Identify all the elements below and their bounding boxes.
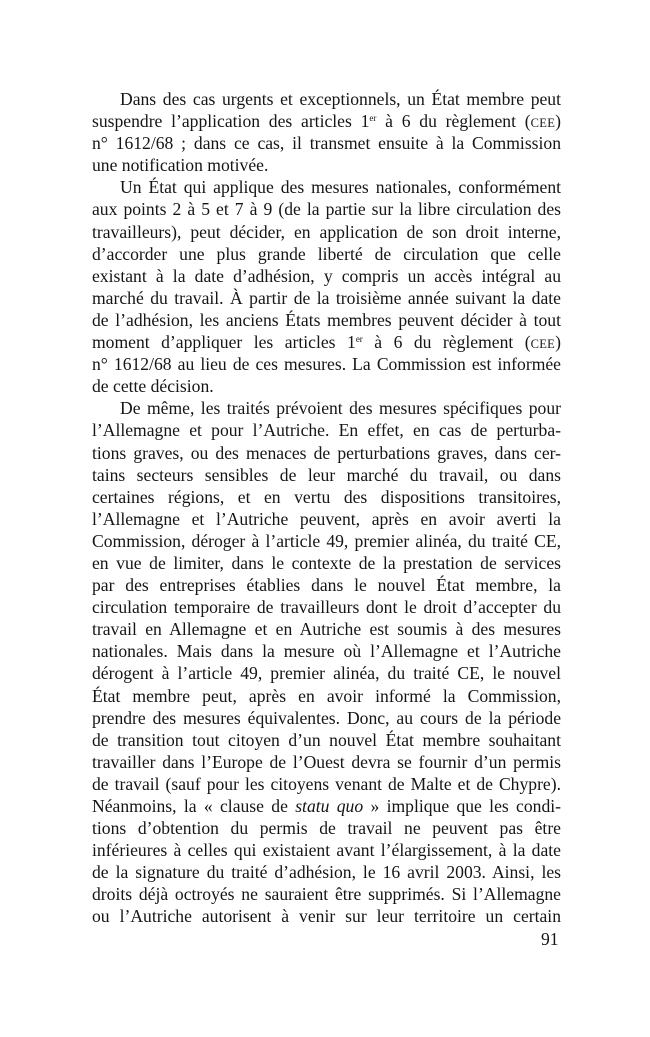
text-line: ou l’Autriche autorisent à venir sur leur territoire un certain [92, 906, 561, 927]
text-line: tions graves, ou des menaces de perturbations graves, dans cer- [92, 442, 561, 463]
text-line: marché du travail. À partir de la troisième année suivant la date [92, 287, 561, 308]
document-body [92, 88, 561, 928]
text-line: n° 1612/68 ; dans ce cas, il transmet ensuite à la Commission [92, 133, 561, 154]
text-line: de travail (sauf pour les citoyens venant de Malte et de Chypre). [92, 773, 561, 794]
text-line: de cette décision. [92, 376, 214, 397]
text-line: Un État qui applique des mesures nationales, conformément [120, 177, 561, 198]
text-line: circulation temporaire de travailleurs dont le droit d’accepter du [92, 597, 561, 618]
text-line: tions d’obtention du permis de travail ne peuvent pas être [92, 818, 561, 839]
text-line: inférieures à celles qui existaient avant l’élargissement, à la date [92, 840, 561, 861]
text-line: prendre des mesures équivalentes. Donc, au cours de la période [92, 707, 561, 728]
text-line: aux points 2 à 5 et 7 à 9 (de la partie sur la libre circulation des [92, 199, 561, 220]
text-line: nationales. Mais dans la mesure où l’Allemagne et l’Autriche [92, 641, 561, 662]
text-line: existant à la date d’adhésion, y compris un accès intégral au [92, 265, 561, 286]
small-caps: CEE [530, 116, 556, 131]
text-line: de la signature du traité d’adhésion, le 16 avril 2003. Ainsi, les [92, 862, 561, 883]
text-line: dérogent à l’article 49, premier alinéa, du traité CE, le nouvel [92, 663, 561, 684]
text-line: suspendre l’application des articles 1er à 6 du règlement (CEE) [92, 111, 561, 132]
text-line: droits déjà octroyés ne sauraient être supprimés. Si l’Allemagne [92, 884, 561, 905]
small-caps: CEE [530, 337, 556, 352]
paragraph [92, 176, 561, 397]
text-line: par des entreprises établies dans le nouvel État membre, la [92, 575, 561, 596]
paragraph [92, 397, 561, 927]
text-line: d’accorder une plus grande liberté de circulation que celle [92, 243, 561, 264]
superscript: er [355, 334, 363, 345]
text-line: moment d’appliquer les articles 1er à 6 du règlement (CEE) [92, 332, 561, 353]
text-line: travail en Allemagne et en Autriche est soumis à des mesures [92, 619, 561, 640]
page-number: 91 [541, 929, 559, 949]
text-line: travailler dans l’Europe de l’Ouest devra se fournir d’un permis [92, 751, 561, 772]
text-line: de transition tout citoyen d’un nouvel État membre souhaitant [92, 729, 561, 750]
text-line: n° 1612/68 au lieu de ces mesures. La Commission est informée [92, 354, 561, 375]
italic-phrase: statu quo [295, 796, 364, 816]
paragraph [92, 88, 561, 176]
text-line: tains secteurs sensibles de leur marché du travail, ou dans [92, 464, 561, 485]
text-line: travailleurs), peut décider, en application de son droit interne, [92, 221, 561, 242]
text-line: De même, les traités prévoient des mesures spécifiques pour [120, 398, 561, 419]
text-line: en vue de limiter, dans le contexte de la prestation de services [92, 552, 561, 573]
text-line: État membre peut, après en avoir informé la Commission, [92, 685, 561, 706]
text-line: Néanmoins, la « clause de statu quo » implique que les condi- [92, 796, 561, 816]
text-line: de l’adhésion, les anciens États membres peuvent décider à tout [92, 309, 561, 330]
text-line: une notification motivée. [92, 155, 269, 176]
text-line: l’Allemagne et l’Autriche peuvent, après en avoir averti la [92, 508, 561, 529]
text-line: certaines régions, et en vertu des dispositions transitoires, [92, 486, 561, 507]
text-line: l’Allemagne et pour l’Autriche. En effet, en cas de perturba- [92, 420, 561, 441]
text-line: Dans des cas urgents et exceptionnels, un État membre peut [120, 89, 561, 109]
text-line: Commission, déroger à l’article 49, premier alinéa, du traité CE, [92, 530, 561, 551]
superscript: er [369, 113, 377, 124]
